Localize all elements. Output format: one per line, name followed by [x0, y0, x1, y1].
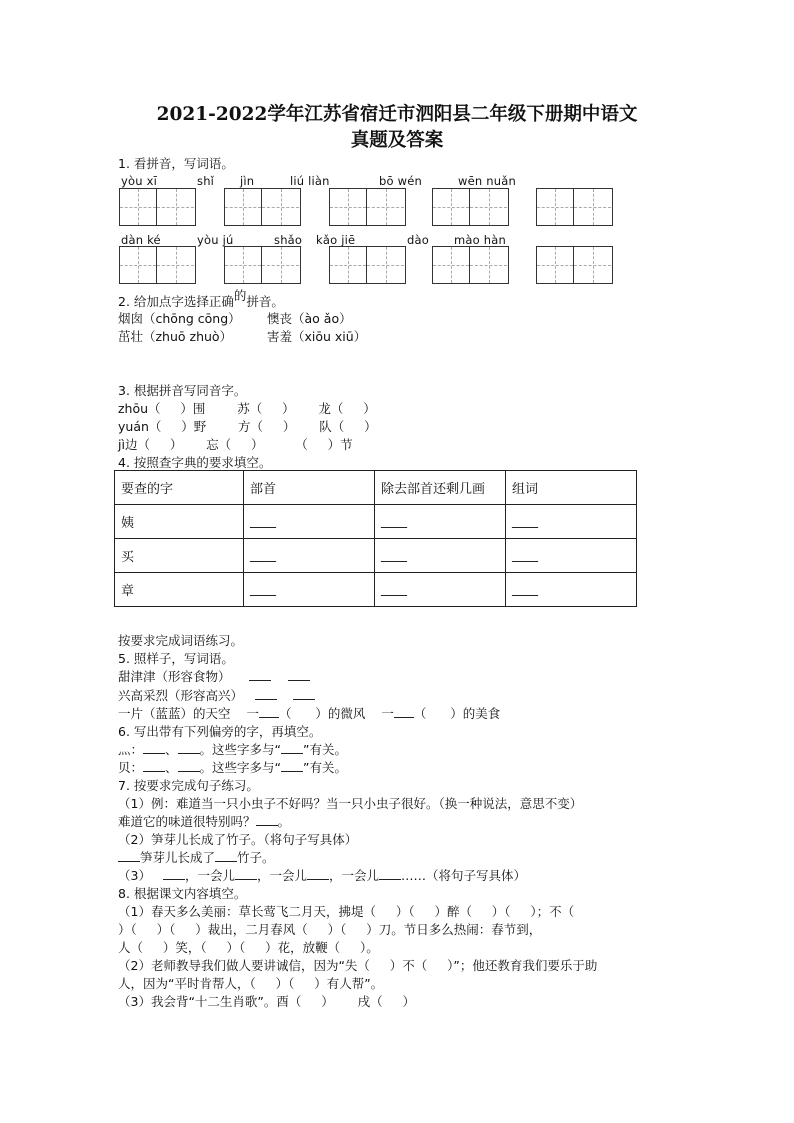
q2-line2-b: 害羞（xiōu xiū） — [267, 329, 367, 344]
q7-line5-e: ……（将句子写具体） — [400, 868, 526, 883]
q7-line2-end: 。 — [277, 814, 291, 829]
answer-blank[interactable] — [143, 763, 165, 772]
q1-pinyin-4: liú liàn — [290, 174, 330, 188]
q2-heading-part2: 拼音。 — [246, 294, 284, 309]
q6-line2-prefix: 贝： — [118, 760, 144, 775]
q5-line2-text: 兴高采烈（形容高兴） — [118, 688, 244, 703]
q6-line2 — [118, 758, 347, 776]
q7-line5-c: ，一会儿 — [256, 868, 307, 883]
q7-line5-a: （3） — [118, 868, 151, 883]
q8-line6: （3）我会背“十二生肖歌”。酉（ ） 戌（ ） — [118, 994, 415, 1009]
q8-line2: ）（ ）（ ）裁出，二月春风（ ）（ ）刀。节日多么热闹：春节到， — [118, 922, 542, 937]
writing-grid[interactable] — [329, 246, 406, 284]
q7-line3: （2）笋芽儿长成了竹子。（将句子写具体） — [118, 832, 358, 847]
answer-blank[interactable] — [249, 672, 271, 681]
q7-line1: （1）例：难道当一只小虫子不好吗？当一只小虫子很好。（换一种说法，意思不变） — [118, 796, 583, 811]
page-title-line1: 2021-2022学年江苏省宿迁市泗阳县二年级下册期中语文 — [156, 104, 638, 125]
q7-line4 — [118, 848, 275, 866]
answer-blank[interactable] — [235, 871, 257, 880]
table-cell-blank[interactable]: ____ — [375, 573, 506, 607]
writing-grid[interactable] — [224, 188, 301, 226]
q3-heading: 3. 根据拼音写同音字。 — [118, 383, 247, 398]
q6-sep: 、 — [165, 742, 178, 757]
q7-line5-b: ，一会儿 — [184, 868, 235, 883]
answer-blank[interactable] — [256, 817, 278, 826]
q2-heading — [118, 288, 284, 310]
answer-blank[interactable] — [259, 709, 279, 718]
table-cell-blank[interactable]: ____ — [506, 539, 637, 573]
writing-grid[interactable] — [432, 246, 509, 284]
writing-grid[interactable] — [536, 188, 613, 226]
table-row — [115, 505, 637, 539]
q1-pinyin-8: yòu jú — [197, 233, 234, 247]
answer-blank[interactable] — [307, 871, 329, 880]
q6-line2-suffix: 。这些字多与“ — [199, 760, 282, 775]
q7-line2 — [118, 812, 290, 830]
table-cell-blank[interactable]: ____ — [244, 505, 375, 539]
q1-pinyin-2: shǐ — [197, 174, 215, 188]
q6-line1-prefix: 灬： — [118, 742, 144, 757]
writing-grid[interactable] — [432, 188, 509, 226]
table-cell-blank[interactable]: ____ — [506, 573, 637, 607]
q8-heading: 8. 根据课文内容填空。 — [118, 886, 247, 901]
q6-line2-end: ”有关。 — [303, 760, 347, 775]
q1-pinyin-10: kǎo jiē — [316, 233, 356, 247]
writing-grid[interactable] — [329, 188, 406, 226]
answer-blank[interactable] — [255, 691, 277, 700]
q8-line5: 人，因为“平时肯帮人，（ ）（ ）有人帮”。 — [118, 976, 384, 991]
q5-heading: 5. 照样子，写词语。 — [118, 651, 234, 666]
table-row — [115, 573, 637, 607]
answer-blank[interactable] — [379, 871, 401, 880]
q1-heading: 1. 看拼音，写词语。 — [118, 156, 234, 171]
answer-blank[interactable] — [288, 672, 310, 681]
answer-blank[interactable] — [143, 745, 165, 754]
q3-line1: zhōu（ ）围 苏（ ） 龙（ ） — [118, 401, 376, 416]
q5-line1 — [118, 667, 310, 685]
q8-line1: （1）春天多么美丽：草长莺飞二月天，拂堤（ ）（ ）醉（ ）（ ）；不（ — [118, 904, 575, 919]
q7-heading: 7. 按要求完成句子练习。 — [118, 778, 259, 793]
q5-line3-a: 一片（蓝蓝）的天空 — [118, 706, 231, 721]
q8-line4: （2）老师教导我们做人要讲诚信，因为“失（ ）不（ ）”；他还教育我们要乐于助 — [118, 958, 598, 973]
answer-blank[interactable] — [281, 763, 303, 772]
table-cell-blank[interactable]: ____ — [244, 573, 375, 607]
q1-pinyin-5: bō wén — [379, 174, 422, 188]
q1-pinyin-9: shǎo — [274, 233, 303, 247]
q6-sep: 、 — [165, 760, 178, 775]
q1-pinyin-7: dàn ké — [121, 233, 161, 247]
q2-line1-a: 烟囱（chōng cōng） — [118, 311, 241, 326]
writing-grid[interactable] — [224, 246, 301, 284]
q1-pinyin-1: yòu xī — [121, 174, 157, 188]
q5-line3-d: 一 — [381, 706, 394, 721]
table-header: 要查的字 — [115, 471, 244, 505]
q6-line1-end: ”有关。 — [303, 742, 347, 757]
writing-grid[interactable] — [119, 188, 196, 226]
q7-line5-d: ，一会儿 — [328, 868, 379, 883]
q5-line3-b: 一 — [246, 706, 260, 721]
writing-grid[interactable] — [536, 246, 613, 284]
table-row — [115, 539, 637, 573]
answer-blank[interactable] — [281, 745, 303, 754]
q5-line3 — [118, 704, 500, 722]
table-header: 除去部首还剩几画 — [375, 471, 506, 505]
q6-line1 — [118, 740, 347, 758]
q3-line2: yuán（ ）野 方（ ） 队（ ） — [118, 419, 377, 434]
table-cell-blank[interactable]: ____ — [244, 539, 375, 573]
q1-pinyin-12: mào hàn — [454, 233, 506, 247]
q5-line3-c: （ ）的微风 — [279, 706, 366, 721]
q4-heading: 4. 按照查字典的要求填空。 — [118, 455, 272, 470]
q1-pinyin-3: jìn — [240, 174, 255, 188]
dictionary-table — [114, 470, 637, 607]
table-cell-char: 章 — [115, 573, 244, 607]
q7-line5 — [118, 866, 526, 884]
q5-line3-e: （ ）的美食 — [413, 706, 501, 721]
answer-blank[interactable] — [394, 709, 414, 718]
table-header: 部首 — [244, 471, 375, 505]
answer-blank[interactable] — [215, 853, 237, 862]
q6-line1-suffix: 。这些字多与“ — [199, 742, 282, 757]
q2-heading-sup: 的 — [233, 288, 247, 303]
table-header: 组词 — [506, 471, 637, 505]
q8-line3: 人（ ）笑，（ ）（ ）花，放鞭（ ）。 — [118, 940, 379, 955]
table-header-row — [115, 471, 637, 505]
answer-blank[interactable] — [118, 853, 140, 862]
q5-line2 — [118, 686, 315, 704]
q1-pinyin-11: dào — [407, 233, 429, 247]
q7-line2-text: 难道它的味道很特别吗？ — [118, 814, 256, 829]
q1-pinyin-6: wēn nuǎn — [458, 174, 516, 188]
q6-heading: 6. 写出带有下列偏旁的字，再填空。 — [118, 724, 322, 739]
table-cell-blank[interactable]: ____ — [375, 505, 506, 539]
answer-blank[interactable] — [178, 763, 200, 772]
q2-line2-a: 茁壮（zhuō zhuò） — [118, 329, 233, 344]
q2-heading-part1: 2. 给加点字选择正确 — [118, 294, 234, 309]
table-cell-char: 买 — [115, 539, 244, 573]
table-cell-char: 姨 — [115, 505, 244, 539]
answer-blank[interactable] — [293, 691, 315, 700]
q5-line1-text: 甜津津（形容食物） — [118, 669, 231, 684]
page-title-line2: 真题及答案 — [350, 130, 444, 151]
answer-blank[interactable] — [178, 745, 200, 754]
section-note: 按要求完成词语练习。 — [118, 633, 244, 648]
answer-blank[interactable] — [163, 871, 185, 880]
table-cell-blank[interactable]: ____ — [375, 539, 506, 573]
q2-line1-b: 懊丧（ào ǎo） — [267, 311, 352, 326]
q3-line3: jì边（ ） 忘（ ） （ ）节 — [118, 437, 353, 452]
writing-grid[interactable] — [119, 246, 196, 284]
q7-line4-end: 竹子。 — [237, 850, 275, 865]
table-cell-blank[interactable]: ____ — [506, 505, 637, 539]
q7-line4-mid: 笋芽儿长成了 — [140, 850, 216, 865]
